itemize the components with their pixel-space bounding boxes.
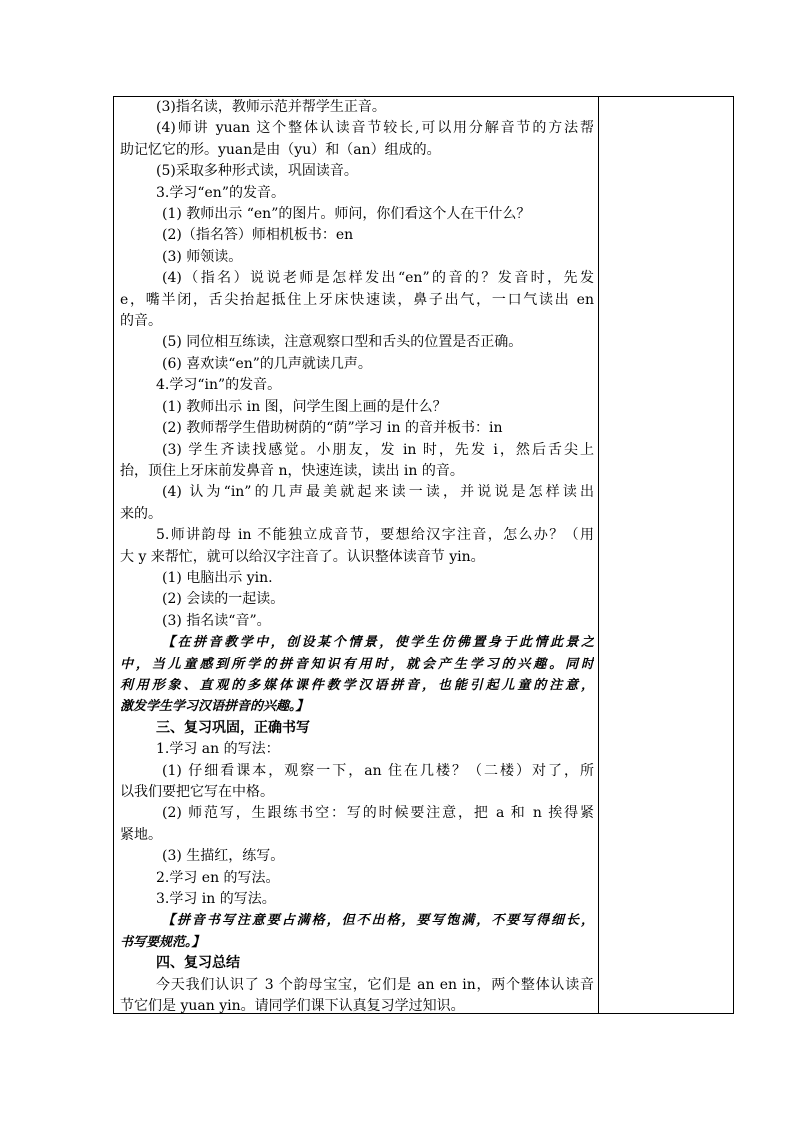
text-line: (1) 仔细看课本，观察一下，an 住在几楼？（二楼）对了，所 bbox=[162, 762, 594, 779]
text-line: 2.学习 en 的写法。 bbox=[156, 869, 280, 886]
lesson-plan-table bbox=[113, 96, 734, 1014]
text-line: (3)指名读，教师示范并帮学生正音。 bbox=[156, 99, 386, 115]
text-line: e，嘴半闭，舌尖抬起抵住上牙床快速读，鼻子出气，一口气读出 en bbox=[120, 291, 594, 308]
text-line: 紧地。 bbox=[120, 826, 162, 843]
text-line: (2)（指名答）师相机板书：en bbox=[162, 227, 354, 244]
commentary-line: 【在拼音教学中，创设某个情景，使学生仿佛置身于此情此景之 bbox=[162, 635, 594, 651]
text-line: 3.学习“en”的发音。 bbox=[156, 184, 285, 201]
text-line: 抬，顶住上牙床前发鼻音 n，快速连读，读出 in 的音。 bbox=[120, 462, 464, 479]
text-line: (3) 师领读。 bbox=[162, 248, 243, 265]
commentary-line: 激发学生学习汉语拼音的兴趣。】 bbox=[120, 699, 309, 715]
text-line: 以我们要把它写在中格。 bbox=[120, 784, 274, 800]
text-line: (3) 学生齐读找感觉。小朋友，发 in 时，先发 i，然后舌尖上 bbox=[162, 441, 594, 458]
lesson-content-cell bbox=[120, 97, 594, 1017]
text-line: (4)师讲 yuan 这个整体认读音节较长,可以用分解音节的方法帮 bbox=[156, 120, 594, 137]
commentary-line: 利用形象、直观的多媒体课件教学汉语拼音，也能引起儿童的注意， bbox=[120, 677, 594, 693]
commentary-line: 中，当儿童感到所学的拼音知识有用时，就会产生学习的兴趣。同时 bbox=[120, 656, 594, 672]
text-line: (2) 师范写，生跟练书空：写的时候要注意，把 a 和 n 挨得紧 bbox=[162, 805, 594, 822]
text-line: (2) 会读的一起读。 bbox=[162, 591, 285, 608]
commentary-line: 书写要规范。】 bbox=[120, 934, 205, 950]
section-heading: 三、复习巩固，正确书写 bbox=[156, 719, 310, 736]
text-line: (4) 认为“in”的几声最美就起来读一读，并说说是怎样读出 bbox=[162, 484, 594, 501]
text-line: (4)（指名）说说老师是怎样发出“en”的音的？发音时，先发 bbox=[162, 270, 594, 287]
text-line: (1) 电脑出示 yin. bbox=[162, 569, 273, 586]
text-line: (2) 教师帮学生借助树荫的“荫”学习 in 的音并板书：in bbox=[162, 420, 503, 437]
text-line: 来的。 bbox=[120, 505, 162, 522]
text-line: (1) 教师出示 in 图，问学生图上画的是什么？ bbox=[162, 398, 447, 415]
text-line: 的音。 bbox=[120, 313, 162, 330]
notes-cell bbox=[599, 97, 733, 1013]
text-line: 今天我们认识了 3 个韵母宝宝，它们是 an en in，两个整体认读音 bbox=[156, 976, 594, 993]
text-line: (6) 喜欢读“en”的几声就读几声。 bbox=[162, 355, 372, 372]
text-line: (1) 教师出示 “en”的图片。师问，你们看这个人在干什么？ bbox=[162, 206, 531, 223]
text-line: 3.学习 in 的写法。 bbox=[156, 891, 276, 908]
text-line: (3) 指名读“音”。 bbox=[162, 612, 271, 629]
text-line: 助记忆它的形。yuan是由（yu）和（an）组成的。 bbox=[120, 141, 441, 158]
commentary-line: 【拼音书写注意要占满格，但不出格，要写饱满，不要写得细长， bbox=[162, 913, 594, 929]
text-line: 1.学习 an 的写法： bbox=[156, 741, 280, 758]
text-line: 5.师讲韵母 in 不能独立成音节，要想给汉字注音，怎么办？（用 bbox=[156, 527, 594, 544]
text-line: (5) 同位相互练读，注意观察口型和舌头的位置是否正确。 bbox=[162, 334, 523, 351]
text-line: 4.学习“in”的发音。 bbox=[156, 377, 282, 394]
text-line: 节它们是 yuan yin。请同学们课下认真复习学过知识。 bbox=[120, 998, 465, 1015]
section-heading: 四、复习总结 bbox=[156, 955, 240, 972]
text-line: (3) 生描红，练写。 bbox=[162, 848, 285, 865]
text-line: (5)采取多种形式读，巩固读音。 bbox=[156, 163, 358, 180]
text-line: 大 y 来帮忙，就可以给汉字注音了。认识整体读音节 yin。 bbox=[120, 548, 485, 565]
